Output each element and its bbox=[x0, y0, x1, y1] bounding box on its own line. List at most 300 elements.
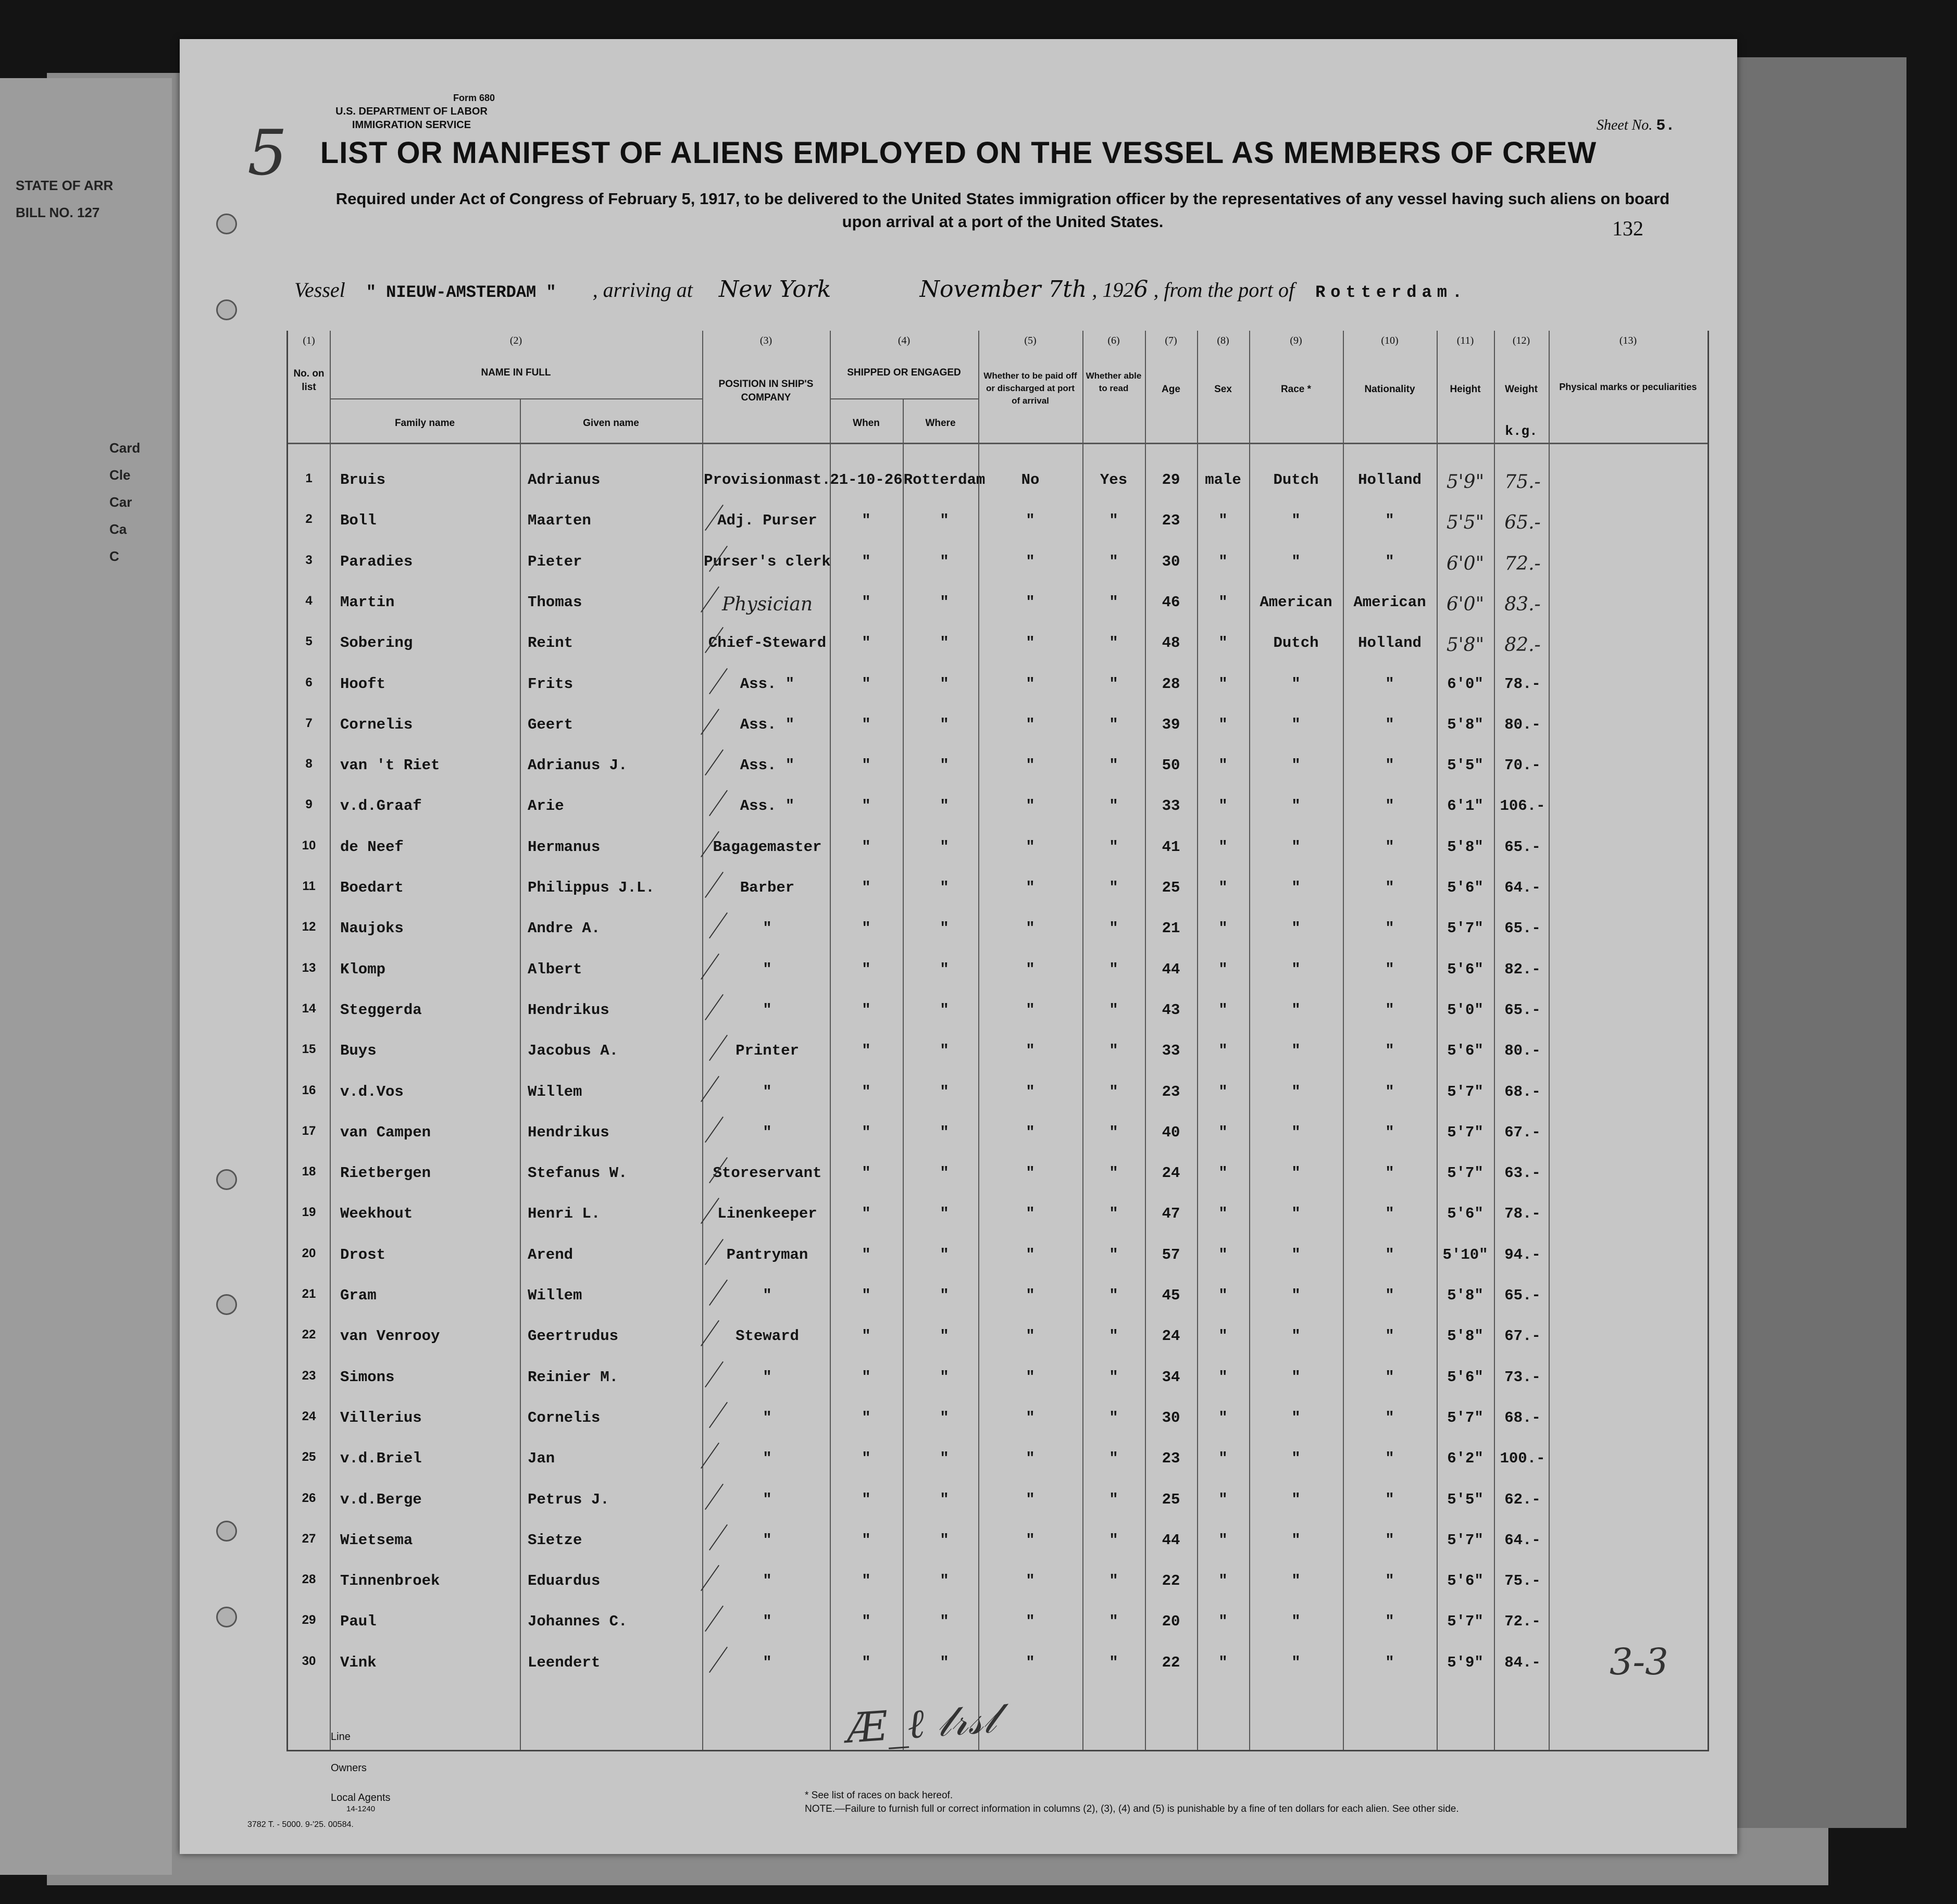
cell-paid: " bbox=[1026, 1613, 1035, 1631]
cell-read: " bbox=[1109, 1531, 1118, 1549]
header-given-name: Given name bbox=[583, 418, 639, 429]
cell-read: " bbox=[1109, 593, 1118, 611]
cell-paid: " bbox=[1026, 920, 1035, 937]
cell-race: " bbox=[1291, 1490, 1301, 1508]
cell-weight: 68.- bbox=[1504, 1409, 1541, 1426]
cell-sex: " bbox=[1218, 675, 1228, 693]
cell-age: 48 bbox=[1162, 634, 1180, 652]
cell-given: Frits bbox=[528, 675, 574, 693]
cell-age: 57 bbox=[1162, 1246, 1180, 1263]
cell-sex: " bbox=[1218, 1042, 1228, 1060]
cell-given: Sietze bbox=[528, 1531, 582, 1549]
cell-read: " bbox=[1109, 1490, 1118, 1508]
from-port-label: , from the port of bbox=[1153, 278, 1295, 302]
cell-where: " bbox=[940, 1083, 949, 1100]
cell-read: " bbox=[1109, 1287, 1118, 1304]
sheet-number bbox=[1597, 117, 1675, 135]
cell-nationality: Holland bbox=[1358, 471, 1422, 488]
cell-weight: 80.- bbox=[1504, 716, 1541, 733]
cell-family: Steggerda bbox=[340, 1001, 422, 1019]
cell-nationality: " bbox=[1385, 1613, 1394, 1631]
cell-nationality: " bbox=[1385, 675, 1394, 693]
footnote-penalty: NOTE.—Failure to furnish full or correct information in columns (2), (3), (4) and (5) is punishable by a fine of ten dollars for each alien. See other side. bbox=[805, 1803, 1459, 1814]
cell-position: Barber bbox=[740, 879, 795, 896]
cell-nationality: American bbox=[1353, 593, 1426, 611]
cell-no: 28 bbox=[302, 1572, 316, 1587]
cell-height: 5'7" bbox=[1447, 1613, 1484, 1631]
cell-where: " bbox=[940, 1531, 949, 1549]
cell-where: " bbox=[940, 675, 949, 693]
cell-race: " bbox=[1291, 920, 1301, 937]
signature-image: Æ_ℓ 𝓁𝓇𝓈𝓁 bbox=[845, 1695, 998, 1752]
col-num-11: (11) bbox=[1456, 335, 1474, 346]
cell-sex: " bbox=[1218, 1490, 1228, 1508]
cell-read: " bbox=[1109, 838, 1118, 856]
cell-family: Paul bbox=[340, 1613, 377, 1631]
cell-read: " bbox=[1109, 1368, 1118, 1386]
cell-height: 6'1" bbox=[1447, 797, 1484, 815]
cell-age: 39 bbox=[1162, 716, 1180, 733]
cell-family: Villerius bbox=[340, 1409, 422, 1426]
cell-given: Arie bbox=[528, 797, 564, 815]
cell-position: Provisionmast. bbox=[704, 471, 831, 488]
cell-position: Adj. Purser bbox=[717, 512, 817, 530]
cell-race: " bbox=[1291, 1450, 1301, 1468]
cell-paid: " bbox=[1026, 512, 1035, 530]
page-title: LIST OR MANIFEST OF ALIENS EMPLOYED ON THE VESSEL AS MEMBERS OF CREW bbox=[320, 136, 1597, 170]
handwritten-sheet-mark: 5 bbox=[247, 117, 288, 190]
cell-when: " bbox=[862, 1572, 871, 1590]
cell-race: " bbox=[1291, 1654, 1301, 1671]
cell-given: Leendert bbox=[528, 1654, 601, 1671]
cell-sex: " bbox=[1218, 1287, 1228, 1304]
cell-no: 9 bbox=[305, 797, 313, 812]
cell-weight: 65.- bbox=[1504, 1001, 1541, 1019]
punch-hole bbox=[216, 299, 237, 320]
footer-agents-label bbox=[331, 1792, 391, 1815]
cell-family: Tinnenbroek bbox=[340, 1572, 440, 1590]
cell-family: de Neef bbox=[340, 838, 404, 856]
cell-no: 15 bbox=[302, 1042, 316, 1057]
cell-read: " bbox=[1109, 1205, 1118, 1223]
cell-weight: 106.- bbox=[1500, 797, 1545, 815]
cell-given: Eduardus bbox=[528, 1572, 601, 1590]
cell-weight: 67.- bbox=[1504, 1123, 1541, 1141]
cell-race: " bbox=[1291, 1531, 1301, 1549]
cell-given: Andre A. bbox=[528, 920, 601, 937]
cell-when: " bbox=[862, 879, 871, 896]
cell-no: 22 bbox=[302, 1327, 316, 1342]
header-physical-marks: Physical marks or peculiarities bbox=[1559, 382, 1697, 392]
col-num-5: (5) bbox=[1024, 335, 1037, 346]
cell-position: Ass. " bbox=[740, 675, 795, 693]
cell-when: " bbox=[862, 1613, 871, 1631]
cell-age: 25 bbox=[1162, 1490, 1180, 1508]
cell-no: 14 bbox=[302, 1001, 316, 1016]
cell-family: v.d.Berge bbox=[340, 1490, 422, 1508]
vessel-line bbox=[294, 276, 1701, 303]
footer-agents-label-text: Local Agents bbox=[331, 1792, 391, 1803]
cell-read: " bbox=[1109, 716, 1118, 733]
header-shipped: SHIPPED OR ENGAGED bbox=[847, 367, 961, 378]
left-card bbox=[0, 78, 172, 1875]
cell-where: " bbox=[940, 879, 949, 896]
left-card-text bbox=[16, 172, 140, 570]
col-num-2: (2) bbox=[509, 335, 522, 346]
cell-height: 5'7" bbox=[1447, 1409, 1484, 1426]
cell-sex: " bbox=[1218, 553, 1228, 570]
cell-sex: " bbox=[1218, 1246, 1228, 1263]
header-height: Height bbox=[1450, 384, 1481, 395]
cell-where: " bbox=[940, 797, 949, 815]
cell-nationality: " bbox=[1385, 838, 1394, 856]
cell-age: 22 bbox=[1162, 1572, 1180, 1590]
cell-position: " bbox=[763, 1450, 772, 1468]
header-sex: Sex bbox=[1214, 384, 1232, 395]
cell-when: " bbox=[862, 1531, 871, 1549]
cell-where: " bbox=[940, 1246, 949, 1263]
header-weight-unit: k.g. bbox=[1505, 423, 1538, 439]
cell-nationality: " bbox=[1385, 1287, 1394, 1304]
cell-height: 5'8" bbox=[1447, 716, 1484, 733]
cell-nationality: " bbox=[1385, 1042, 1394, 1060]
col-num-13: (13) bbox=[1619, 335, 1637, 346]
header-age: Age bbox=[1162, 384, 1180, 395]
cell-position: Physician bbox=[721, 593, 813, 615]
cell-given: Philippus J.L. bbox=[528, 879, 655, 896]
cell-when: " bbox=[862, 593, 871, 611]
cell-given: Reinier M. bbox=[528, 1368, 619, 1386]
cell-position: " bbox=[763, 1409, 772, 1426]
cell-given: Geertrudus bbox=[528, 1327, 619, 1345]
cell-when: " bbox=[862, 675, 871, 693]
cell-paid: " bbox=[1026, 593, 1035, 611]
cell-no: 2 bbox=[305, 512, 313, 527]
cell-race: " bbox=[1291, 675, 1301, 693]
cell-race: " bbox=[1291, 1368, 1301, 1386]
cell-height: 5'6" bbox=[1447, 1572, 1484, 1590]
col-num-9: (9) bbox=[1290, 335, 1302, 346]
cell-given: Geert bbox=[528, 716, 574, 733]
cell-height: 6'2" bbox=[1447, 1450, 1484, 1468]
cell-race: " bbox=[1291, 797, 1301, 815]
cell-where: " bbox=[940, 1287, 949, 1304]
footer-agents-code: 14-1240 bbox=[346, 1805, 376, 1813]
cell-no: 8 bbox=[305, 757, 313, 771]
cell-race: " bbox=[1291, 1164, 1301, 1182]
cell-no: 4 bbox=[305, 593, 313, 608]
cell-weight: 78.- bbox=[1504, 675, 1541, 693]
col-num-8: (8) bbox=[1217, 335, 1229, 346]
cell-weight: 78.- bbox=[1504, 1205, 1541, 1223]
cell-sex: " bbox=[1218, 1572, 1228, 1590]
cell-height: 5'5" bbox=[1447, 757, 1484, 774]
cell-paid: " bbox=[1026, 1368, 1035, 1386]
cell-height: 5'7" bbox=[1447, 1083, 1484, 1100]
cell-given: Albert bbox=[528, 960, 582, 978]
cell-paid: " bbox=[1026, 879, 1035, 896]
cell-where: " bbox=[940, 593, 949, 611]
cell-paid: " bbox=[1026, 1490, 1035, 1508]
cell-age: 23 bbox=[1162, 1083, 1180, 1100]
cell-position: Ass. " bbox=[740, 716, 795, 733]
cell-read: " bbox=[1109, 675, 1118, 693]
cell-family: v.d.Vos bbox=[340, 1083, 404, 1100]
cell-height: 5'7" bbox=[1447, 920, 1484, 937]
cell-no: 6 bbox=[305, 675, 313, 690]
cell-paid: " bbox=[1026, 1287, 1035, 1304]
cell-paid: " bbox=[1026, 1205, 1035, 1223]
cell-age: 43 bbox=[1162, 1001, 1180, 1019]
cell-position: " bbox=[763, 920, 772, 937]
cell-sex: " bbox=[1218, 920, 1228, 937]
cell-when: " bbox=[862, 1409, 871, 1426]
cell-nationality: Holland bbox=[1358, 634, 1422, 652]
cell-sex: " bbox=[1218, 1327, 1228, 1345]
cell-family: Boedart bbox=[340, 879, 404, 896]
cell-where: " bbox=[940, 757, 949, 774]
header-paid-off: Whether to be paid off or discharged at port of arrival bbox=[983, 371, 1077, 406]
cell-read: " bbox=[1109, 512, 1118, 530]
cell-read: " bbox=[1109, 1123, 1118, 1141]
cell-paid: " bbox=[1026, 1654, 1035, 1671]
cell-height: 5'7" bbox=[1447, 1531, 1484, 1549]
cell-given: Hendrikus bbox=[528, 1001, 609, 1019]
cell-family: Gram bbox=[340, 1287, 377, 1304]
cell-height: 5'0" bbox=[1447, 1001, 1484, 1019]
cell-paid: " bbox=[1026, 1327, 1035, 1345]
cell-race: Dutch bbox=[1273, 634, 1319, 652]
cell-family: van Venrooy bbox=[340, 1327, 440, 1345]
cell-height: 5'5" bbox=[1446, 512, 1485, 534]
cell-nationality: " bbox=[1385, 1490, 1394, 1508]
header-able-read: Whether able to read bbox=[1086, 371, 1142, 393]
cell-read: " bbox=[1109, 1572, 1118, 1590]
cell-family: Vink bbox=[340, 1654, 377, 1671]
left-card-tab-3: Car bbox=[109, 494, 132, 510]
cell-read: " bbox=[1109, 1246, 1118, 1263]
cell-read: " bbox=[1109, 1083, 1118, 1100]
cell-where: " bbox=[940, 838, 949, 856]
col-num-10: (10) bbox=[1381, 335, 1399, 346]
cell-position: Bagagemaster bbox=[713, 838, 822, 856]
cell-nationality: " bbox=[1385, 1368, 1394, 1386]
cell-family: Cornelis bbox=[340, 716, 413, 733]
cell-when: " bbox=[862, 512, 871, 530]
cell-no: 10 bbox=[302, 838, 316, 853]
cell-nationality: " bbox=[1385, 1654, 1394, 1671]
cell-no: 29 bbox=[302, 1613, 316, 1627]
cell-where: " bbox=[940, 553, 949, 570]
cell-when: " bbox=[862, 1001, 871, 1019]
left-card-header-1: STATE OF ARR bbox=[16, 178, 114, 193]
cell-family: van 't Riet bbox=[340, 757, 440, 774]
cell-family: Paradies bbox=[340, 553, 413, 570]
cell-sex: " bbox=[1218, 757, 1228, 774]
cell-sex: " bbox=[1218, 1450, 1228, 1468]
cell-where: " bbox=[940, 1490, 949, 1508]
cell-where: " bbox=[940, 960, 949, 978]
header-nationality: Nationality bbox=[1364, 384, 1415, 395]
cell-where: " bbox=[940, 1572, 949, 1590]
manifest-sheet bbox=[180, 39, 1737, 1854]
cell-race: " bbox=[1291, 1246, 1301, 1263]
punch-hole bbox=[216, 1294, 237, 1315]
cell-position: " bbox=[763, 1531, 772, 1549]
cell-where: " bbox=[940, 512, 949, 530]
cell-sex: " bbox=[1218, 1654, 1228, 1671]
cell-weight: 82.- bbox=[1504, 960, 1541, 978]
cell-sex: " bbox=[1218, 797, 1228, 815]
cell-read: " bbox=[1109, 920, 1118, 937]
cell-no: 18 bbox=[302, 1164, 316, 1179]
cell-position: Purser's clerk bbox=[704, 553, 831, 570]
cell-weight: 64.- bbox=[1504, 1531, 1541, 1549]
cell-sex: " bbox=[1218, 1531, 1228, 1549]
cell-race: " bbox=[1291, 838, 1301, 856]
cell-no: 3 bbox=[305, 553, 313, 567]
cell-read: " bbox=[1109, 1450, 1118, 1468]
cell-given: Stefanus W. bbox=[528, 1164, 628, 1182]
footnote bbox=[805, 1789, 1742, 1816]
cell-race: " bbox=[1291, 1083, 1301, 1100]
cell-no: 19 bbox=[302, 1205, 316, 1220]
cell-height: 6'0" bbox=[1446, 553, 1485, 574]
stamp-number: 132 bbox=[1612, 217, 1643, 240]
cell-weight: 75.- bbox=[1504, 471, 1541, 493]
cell-no: 16 bbox=[302, 1083, 316, 1097]
cell-no: 17 bbox=[302, 1123, 316, 1138]
cell-where: " bbox=[940, 716, 949, 733]
cell-position: " bbox=[763, 1083, 772, 1100]
cell-age: 33 bbox=[1162, 1042, 1180, 1060]
cell-read: " bbox=[1109, 879, 1118, 896]
cell-read: " bbox=[1109, 1327, 1118, 1345]
cell-race: American bbox=[1260, 593, 1332, 611]
cell-sex: " bbox=[1218, 879, 1228, 896]
cell-sex: " bbox=[1218, 838, 1228, 856]
col-num-7: (7) bbox=[1165, 335, 1177, 346]
cell-weight: 94.- bbox=[1504, 1246, 1541, 1263]
cell-no: 30 bbox=[302, 1654, 316, 1668]
cell-given: Jacobus A. bbox=[528, 1042, 619, 1060]
cell-position: Ass. " bbox=[740, 757, 795, 774]
cell-nationality: " bbox=[1385, 1450, 1394, 1468]
cell-when: " bbox=[862, 716, 871, 733]
cell-position: Printer bbox=[736, 1042, 799, 1060]
cell-given: Willem bbox=[528, 1287, 582, 1304]
cell-weight: 65.- bbox=[1504, 920, 1541, 937]
header-weight: Weight bbox=[1505, 384, 1538, 395]
cell-sex: " bbox=[1218, 1083, 1228, 1100]
cell-sex: " bbox=[1218, 1164, 1228, 1182]
cell-no: 7 bbox=[305, 716, 313, 730]
cell-weight: 64.- bbox=[1504, 879, 1541, 896]
cell-when: " bbox=[862, 1368, 871, 1386]
cell-weight: 82.- bbox=[1504, 634, 1541, 656]
cell-no: 27 bbox=[302, 1531, 316, 1546]
cell-no: 21 bbox=[302, 1287, 316, 1301]
footer-owners-label: Owners bbox=[331, 1762, 367, 1774]
cell-age: 24 bbox=[1162, 1327, 1180, 1345]
cell-age: 20 bbox=[1162, 1613, 1180, 1631]
cell-when: " bbox=[862, 960, 871, 978]
cell-given: Maarten bbox=[528, 512, 591, 530]
cell-family: Rietbergen bbox=[340, 1164, 431, 1182]
cell-age: 44 bbox=[1162, 960, 1180, 978]
arriving-label: , arriving at bbox=[592, 278, 693, 302]
cell-read: " bbox=[1109, 1164, 1118, 1182]
cell-nationality: " bbox=[1385, 1205, 1394, 1223]
cell-family: Hooft bbox=[340, 675, 386, 693]
from-port: Rotterdam. bbox=[1315, 283, 1468, 302]
header-position: POSITION IN SHIP'S COMPANY bbox=[718, 379, 814, 403]
cell-family: Martin bbox=[340, 593, 395, 611]
cell-paid: " bbox=[1026, 1572, 1035, 1590]
arriving-port: New York bbox=[718, 276, 831, 303]
cell-age: 34 bbox=[1162, 1368, 1180, 1386]
cell-sex: " bbox=[1218, 634, 1228, 652]
cell-weight: 100.- bbox=[1500, 1450, 1545, 1468]
cell-race: " bbox=[1291, 879, 1301, 896]
cell-sex: " bbox=[1218, 960, 1228, 978]
cell-height: 5'8" bbox=[1447, 838, 1484, 856]
col-num-4: (4) bbox=[898, 335, 911, 346]
service-name: IMMIGRATION SERVICE bbox=[352, 119, 471, 131]
cell-height: 5'9" bbox=[1447, 1654, 1484, 1671]
cell-race: " bbox=[1291, 1001, 1301, 1019]
cell-height: 5'7" bbox=[1447, 1123, 1484, 1141]
cell-no: 12 bbox=[302, 920, 316, 934]
cell-race: " bbox=[1291, 1123, 1301, 1141]
cell-nationality: " bbox=[1385, 1531, 1394, 1549]
cell-paid: " bbox=[1026, 1450, 1035, 1468]
sheet-number-label: Sheet No. bbox=[1597, 117, 1653, 133]
cell-paid: No bbox=[1021, 471, 1040, 488]
cell-height: 5'6" bbox=[1447, 960, 1484, 978]
cell-where: " bbox=[940, 1042, 949, 1060]
cell-weight: 62.- bbox=[1504, 1490, 1541, 1508]
cell-position: Ass. " bbox=[740, 797, 795, 815]
left-card-tab-1: Card bbox=[109, 440, 141, 456]
cell-weight: 72.- bbox=[1504, 553, 1541, 574]
cell-weight: 65.- bbox=[1504, 838, 1541, 856]
cell-nationality: " bbox=[1385, 1123, 1394, 1141]
cell-nationality: " bbox=[1385, 757, 1394, 774]
cell-position: Storeservant bbox=[713, 1164, 822, 1182]
cell-no: 24 bbox=[302, 1409, 316, 1423]
cell-nationality: " bbox=[1385, 797, 1394, 815]
cell-height: 5'9" bbox=[1446, 471, 1485, 493]
punch-hole bbox=[216, 214, 237, 234]
left-card-tab-2: Cle bbox=[109, 467, 131, 483]
cell-read: Yes bbox=[1100, 471, 1128, 488]
cell-given: Hendrikus bbox=[528, 1123, 609, 1141]
cell-paid: " bbox=[1026, 634, 1035, 652]
cell-paid: " bbox=[1026, 1531, 1035, 1549]
cell-read: " bbox=[1109, 1409, 1118, 1426]
cell-age: 24 bbox=[1162, 1164, 1180, 1182]
cell-weight: 68.- bbox=[1504, 1083, 1541, 1100]
cell-where: " bbox=[940, 1654, 949, 1671]
margin-handwriting: 3-3 bbox=[1610, 1640, 1668, 1683]
arrival-date: November 7th bbox=[919, 276, 1087, 303]
cell-family: Sobering bbox=[340, 634, 413, 652]
vessel-label: Vessel bbox=[294, 278, 345, 302]
cell-given: Henri L. bbox=[528, 1205, 601, 1223]
cell-weight: 63.- bbox=[1504, 1164, 1541, 1182]
cell-family: Wietsema bbox=[340, 1531, 413, 1549]
